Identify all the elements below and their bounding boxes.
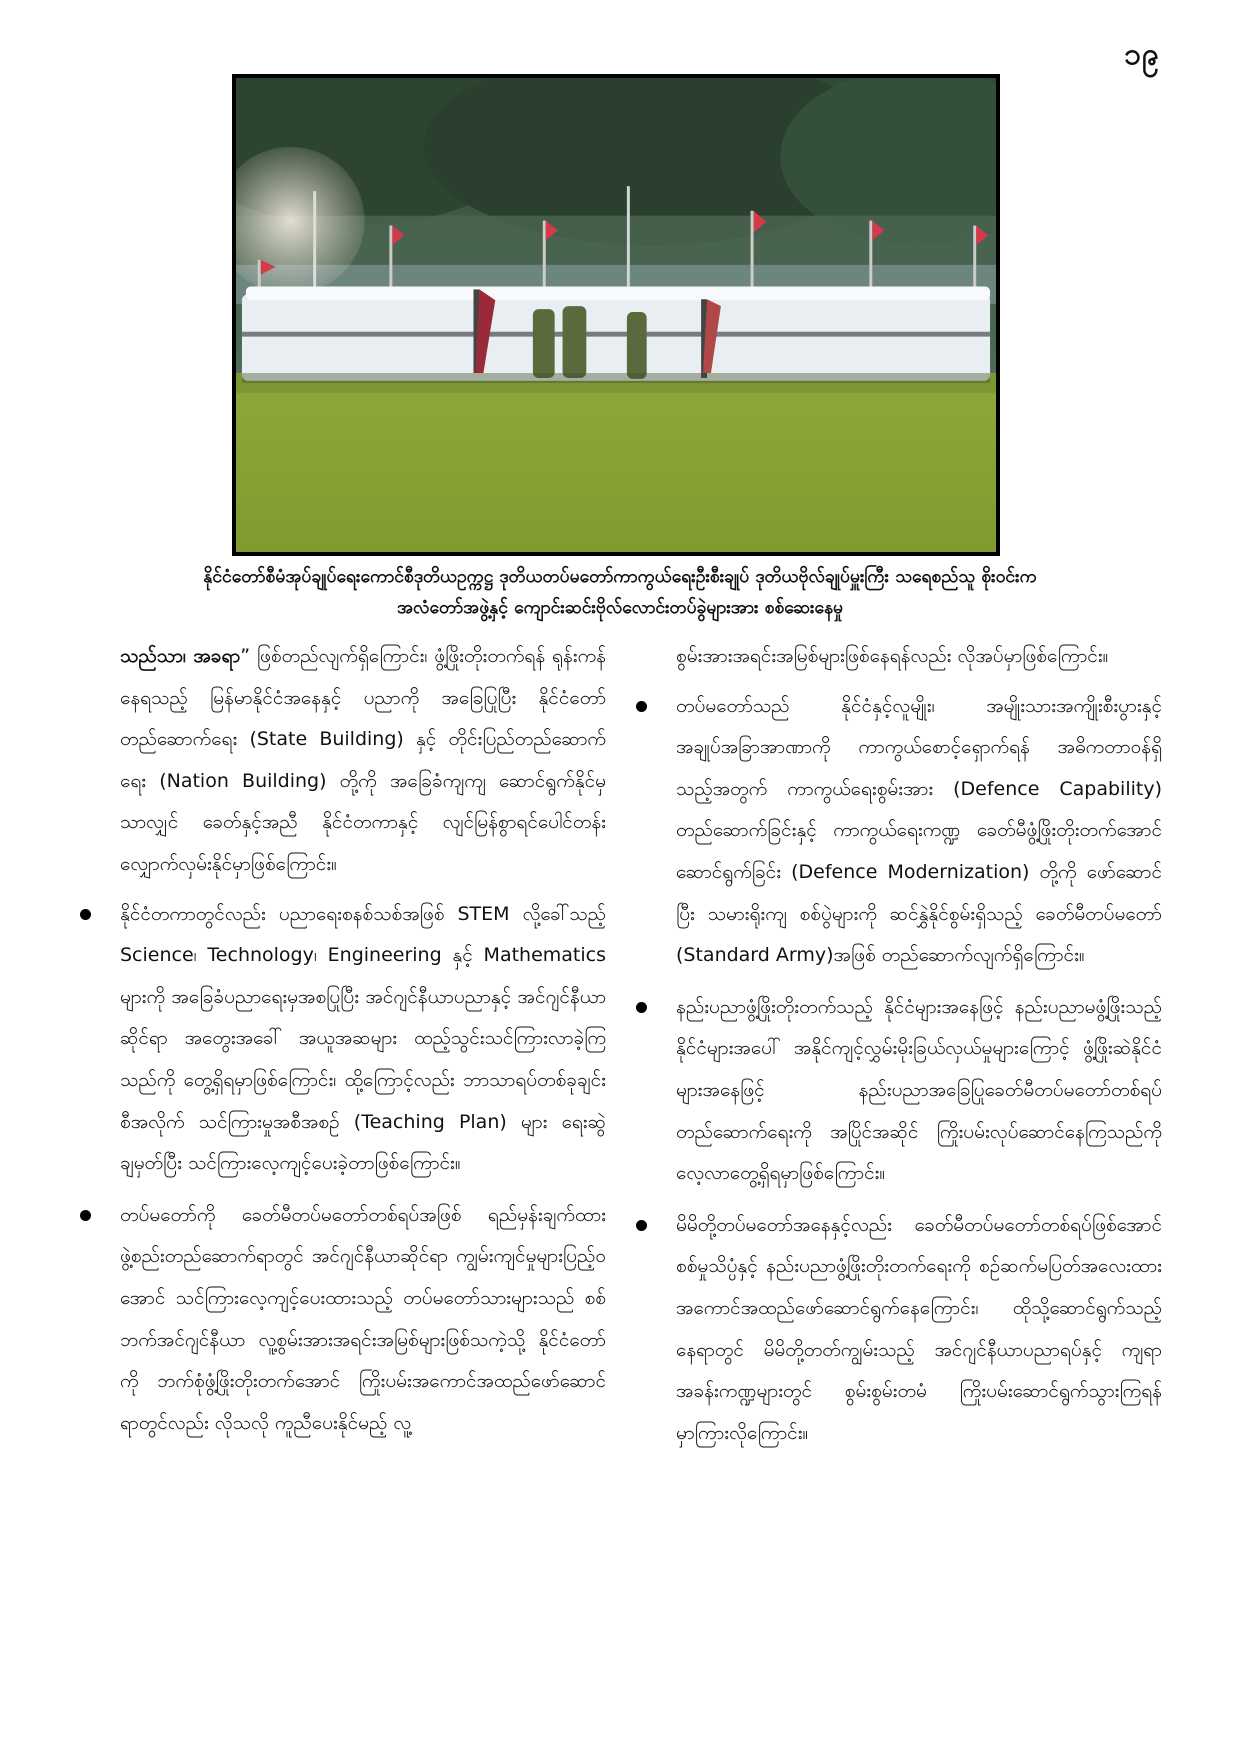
page-number: ၁၉ — [1124, 37, 1160, 72]
list-item — [80, 1195, 606, 1445]
right-column — [636, 636, 1162, 1464]
list-item-text: မိမိတို့တပ်မတော်အနေနှင့်လည်း ခေတ်မီတပ်မတော်တစ်ရပ်ဖြစ်အောင် စစ်မှုသိပ္ပံနှင့် နည်းပညာဖွံ့ဖြိုးတိုးတက်ရေးကို စဉ်ဆက်မပြတ်အလေးထား အကောင်အထည်ဖော်ဆောင်ရွက်နေကြောင်း၊ ထိုသို့ဆောင်ရွက်သည့်နေရာတွင် မိမိတို့တတ်ကျွမ်းသည့် အင်ဂျင်နီယာပညာရပ်နှင့် ကျရာအခန်းကဏ္ဍများတွင် စွမ်းစွမ်းတမံ ကြိုးပမ်းဆောင်ရွက်သွားကြရန် မှာကြားလိုကြောင်း။ — [676, 1213, 1162, 1444]
parade-photo — [232, 74, 1000, 556]
list-item-text: နည်းပညာဖွံ့ဖြိုးတိုးတက်သည့် နိုင်ငံများအနေဖြင့် နည်းပညာမဖွံ့ဖြိုးသည့် နိုင်ငံများအပေါ် အနိုင်ကျင့်လွှမ်းမိုးခြယ်လှယ်မှုများကြောင့် ဖွံ့ဖြိုးဆဲနိုင်ငံများအနေဖြင့် နည်းပညာအခြေပြုခေတ်မီတပ်မတော်တစ်ရပ် တည်ဆောက်ရေးကို အပြိုင်အဆိုင် ကြိုးပမ်းလုပ်ဆောင်နေကြသည်ကို လေ့လာတွေ့ရှိရမှာဖြစ်ကြောင်း။ — [676, 995, 1162, 1185]
list-item-text: တပ်မတော်ကို ခေတ်မီတပ်မတော်တစ်ရပ်အဖြစ် ရည်မှန်းချက်ထား ဖွဲ့စည်းတည်ဆောက်ရာတွင် အင်ဂျင်နီယာဆိုင်ရာ ကျွမ်းကျင်မှုများပြည့်ဝအောင် သင်ကြားလေ့ကျင့်ပေးထားသည့် တပ်မတော်သားများသည် စစ်ဘက်အင်ဂျင်နီယာ လူ့စွမ်းအားအရင်းအမြစ်များဖြစ်သကဲ့သို့ နိုင်ငံတော်ကို ဘက်စုံဖွံ့ဖြိုးတိုးတက်အောင် ကြိုးပမ်းအကောင်အထည်ဖော်ဆောင်ရာတွင်လည်း လိုသလို ကူညီပေးနိုင်မည့် လူ့ — [120, 1203, 606, 1434]
lead-paragraph — [80, 636, 606, 886]
list-item-text: တပ်မတော်သည် နိုင်ငံနှင့်လူမျိုး၊ အမျိုးသားအကျိုးစီးပွားနှင့် အချုပ်အခြာအာဏာကို ကာကွယ်စောင့်ရှောက်ရန် အဓိကတာဝန်ရှိသည့်အတွက် ကာကွယ်ရေးစွမ်းအား (Defence Capability) တည်ဆောက်ခြင်းနှင့် ကာကွယ်ရေးကဏ္ဍ ခေတ်မီဖွံ့ဖြိုးတိုးတက်အောင်ဆောင်ရွက်ခြင်း (Defence Modernization) တို့ကို ဖော်ဆောင်ပြီး သမားရိုးကျ စစ်ပွဲများကို ဆင်နွှဲနိုင်စွမ်းရှိသည့် ခေတ်မီတပ်မတော် (Standard Army)အဖြစ် တည်ဆောက်လျက်ရှိကြောင်း။ — [676, 694, 1162, 967]
lead-text: ” ဖြစ်တည်လျက်ရှိကြောင်း၊ ဖွံ့ဖြိုးတိုးတက်ရန် ရုန်းကန်နေရသည့် မြန်မာနိုင်ငံအနေနှင့် ပညာကို အခြေပြုပြီး နိုင်ငံတော်တည်ဆောက်ရေး (State Building) နှင့် တိုင်းပြည်တည်ဆောက်ရေး (Nation Building) တို့ကို အခြေခံကျကျ ဆောင်ရွက်နိုင်မှသာလျှင် ခေတ်နှင့်အညီ နိုင်ငံတကာနှင့် လျင်မြန်စွာရင်ပေါင်တန်းလျှောက်လှမ်းနိုင်မှာဖြစ်ကြောင်း။ — [120, 645, 606, 875]
left-column — [80, 636, 606, 1454]
photo-caption — [80, 562, 1160, 624]
list-item — [636, 987, 1162, 1195]
parade-photo-illustration — [236, 78, 996, 552]
continuation-paragraph: စွမ်းအားအရင်းအမြစ်များဖြစ်နေရန်လည်း လိုအပ်မှာဖြစ်ကြောင်း။ — [676, 645, 1109, 667]
list-item — [80, 894, 606, 1185]
bullet-icon — [636, 701, 647, 712]
lead-bold-text: သည်သာ၊ အခရာ — [120, 645, 241, 667]
bullet-icon — [636, 1220, 647, 1231]
list-item — [636, 686, 1162, 977]
caption-line-1: နိုင်ငံတော်စီမံအုပ်ချုပ်ရေးကောင်စီဒုတိယဥက္ကဋ္ဌ ဒုတိယတပ်မတော်ကာကွယ်ရေးဦးစီးချုပ် ဒုတိယဗိုလ်ချုပ်မှူးကြီး သရေစည်သူ စိုးဝင်းက — [203, 567, 1037, 587]
list-item — [636, 1205, 1162, 1455]
caption-line-2: အလံတော်အဖွဲ့နှင့် ကျောင်းဆင်းဗိုလ်လောင်းတပ်ခွဲများအား စစ်ဆေးနေမှု — [396, 598, 844, 618]
bullet-icon — [80, 909, 91, 920]
bullet-icon — [636, 1002, 647, 1013]
list-item-text: နိုင်ငံတကာတွင်လည်း ပညာရေးစနစ်သစ်အဖြစ် STEM လို့ခေါ်သည့် Science၊ Technology၊ Engineering နှင့် Mathematics များကို အခြေခံပညာရေးမှအစပြုပြီး အင်ဂျင်နီယာပညာနှင့် အင်ဂျင်နီယာဆိုင်ရာ အတွေးအခေါ် အယူအဆများ ထည့်သွင်းသင်ကြားလာခဲ့ကြသည်ကို တွေ့ရှိရမှာဖြစ်ကြောင်း၊ ထို့ကြောင့်လည်း ဘာသာရပ်တစ်ခုချင်းစီအလိုက် သင်ကြားမှုအစီအစဉ် (Teaching Plan) များ ရေးဆွဲချမှတ်ပြီး သင်ကြားလေ့ကျင့်ပေးခဲ့တာဖြစ်ကြောင်း။ — [120, 902, 606, 1175]
bullet-icon — [80, 1210, 91, 1221]
